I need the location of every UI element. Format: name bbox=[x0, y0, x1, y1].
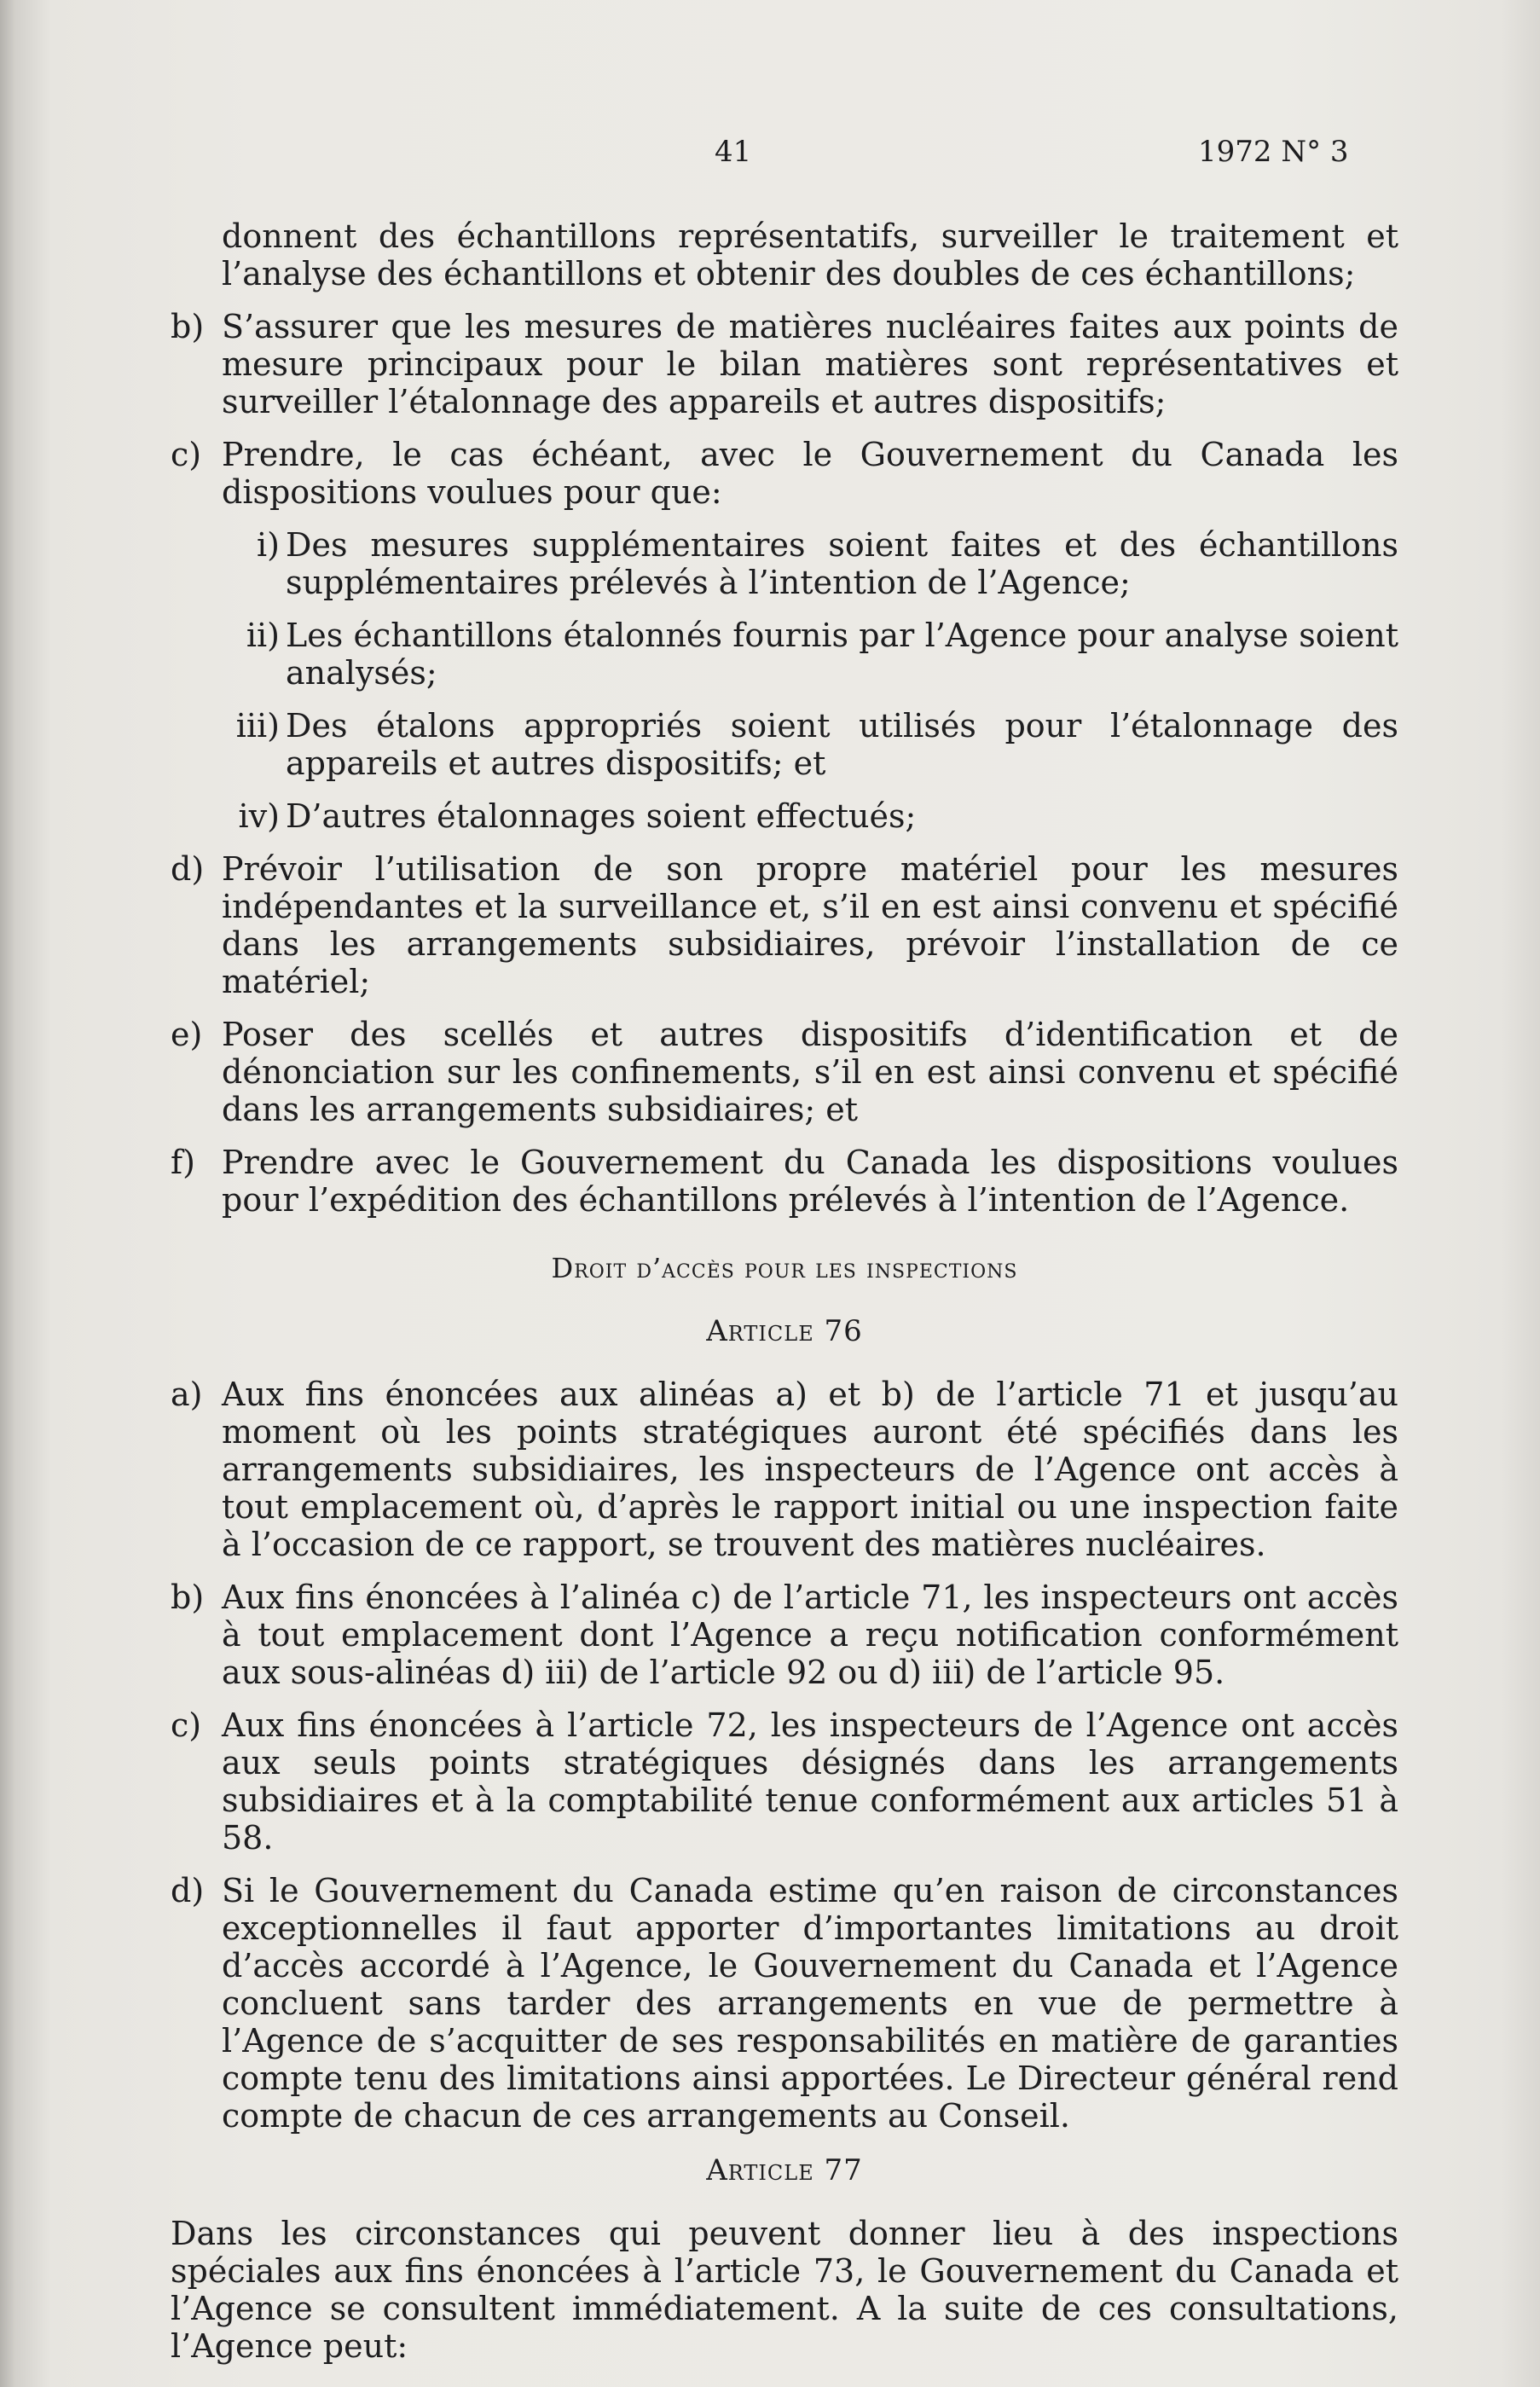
item-label: d) bbox=[171, 850, 205, 888]
continuation-paragraph bbox=[171, 217, 1398, 293]
sub-list-item bbox=[171, 797, 1398, 835]
article-77-intro: Dans les circonstances qui peuvent donner lieu à des inspections spéciales aux fins énoncées à l’article 73, le Gouvernement du Canada et l’Agence se consultent immédiatement. A la suite de ces consultations, l’Agence peut: bbox=[171, 2215, 1398, 2365]
item-text: Des étalons appropriés soient utilisés pour l’étalonnage des appareils et autres dispositifs; et bbox=[286, 707, 1398, 782]
item-label: f) bbox=[171, 1144, 195, 1181]
item-label: e) bbox=[171, 1016, 203, 1053]
item-label: iii) bbox=[235, 707, 280, 744]
sub-list-item bbox=[171, 707, 1398, 782]
item-text: Prévoir l’utilisation de son propre matériel pour les mesures indépendantes et la surveillance et, s’il en est ainsi convenu et spécifié dans les arrangements subsidiaires, prévoir l’installation de ce matériel; bbox=[222, 850, 1398, 1000]
list-item bbox=[171, 1016, 1398, 1128]
item-label: c) bbox=[171, 436, 202, 473]
item-text: Prendre avec le Gouvernement du Canada les dispositions voulues pour l’expédition des échantillons prélevés à l’intention de l’Agence. bbox=[222, 1144, 1398, 1219]
item-label: c) bbox=[171, 1706, 202, 1744]
item-text: Aux fins énoncées aux alinéas a) et b) de l’article 71 et jusqu’au moment où les points stratégiques auront été spécifiés dans les arrangements subsidiaires, les inspecteurs de l’Agence ont accès à tout emplacement où, d’après le rapport initial ou une inspection faite à l’occasion de ce rapport, se trouvent des matières nucléaires. bbox=[222, 1376, 1398, 1563]
list-item bbox=[171, 1706, 1398, 1857]
item-text: D’autres étalonnages soient effectués; bbox=[286, 797, 917, 835]
page-header bbox=[0, 135, 1540, 186]
section-heading: Droit d’accès pour les inspections bbox=[551, 1252, 1018, 1284]
list-item bbox=[171, 308, 1398, 420]
item-text: Poser des scellés et autres dispositifs d’identification et de dénonciation sur les confinements, s’il en est ainsi convenu et spécifié dans les arrangements subsidiaires; et bbox=[222, 1016, 1398, 1128]
item-text: Les échantillons étalonnés fournis par l’Agence pour analyse soient analysés; bbox=[286, 617, 1398, 692]
item-text: Des mesures supplémentaires soient faites et des échantillons supplémentaires prélevés à l’intention de l’Agence; bbox=[286, 526, 1398, 601]
paragraph-text: donnent des échantillons représentatifs, surveiller le traitement et l’analyse des échantillons et obtenir des doubles de ces échantillons; bbox=[222, 217, 1398, 293]
item-text: Aux fins énoncées à l’alinéa c) de l’article 71, les inspecteurs ont accès à tout emplacement dont l’Agence a reçu notification conformément aux sous-alinéas d) iii) de l’article 92 ou d) iii) de l’article 95. bbox=[222, 1579, 1398, 1691]
item-label: d) bbox=[171, 1872, 205, 1909]
year-issue: 1972 N° 3 bbox=[1198, 135, 1349, 169]
article-76-title: Article 76 bbox=[706, 1314, 863, 1348]
item-label: b) bbox=[171, 1579, 205, 1616]
item-label: ii) bbox=[246, 617, 280, 654]
item-label: a) bbox=[171, 1376, 203, 1413]
list-item bbox=[171, 1872, 1398, 2135]
item-label: b) bbox=[171, 308, 205, 345]
document-body bbox=[171, 217, 1398, 2380]
list-item bbox=[171, 436, 1398, 511]
list-item bbox=[171, 1144, 1398, 1219]
item-text: Si le Gouvernement du Canada estime qu’en raison de circonstances exceptionnelles il faut apporter d’importantes limitations au droit d’accès accordé à l’Agence, le Gouvernement du Canada et l’Agence concluent sans tarder des arrangements en vue de permettre à l’Agence de s’acquitter de ses responsabilités en matière de garanties compte tenu des limitations ainsi apportées. Le Directeur général rend compte de chacun de ces arrangements au Conseil. bbox=[222, 1872, 1398, 2135]
item-label: iv) bbox=[238, 797, 280, 835]
item-label: i) bbox=[257, 526, 280, 564]
item-text: Prendre, le cas échéant, avec le Gouvernement du Canada les dispositions voulues pour que: bbox=[222, 436, 1398, 511]
sub-list-item bbox=[171, 526, 1398, 601]
sub-list-item bbox=[171, 617, 1398, 692]
item-text: S’assurer que les mesures de matières nucléaires faites aux points de mesure principaux pour le bilan matières sont représentatives et surveiller l’étalonnage des appareils et autres dispositifs; bbox=[222, 308, 1398, 420]
page-number: 41 bbox=[715, 135, 752, 169]
list-item bbox=[171, 850, 1398, 1000]
list-item bbox=[171, 1579, 1398, 1691]
list-item bbox=[171, 1376, 1398, 1563]
article-77-title: Article 77 bbox=[706, 2153, 863, 2187]
item-text: Aux fins énoncées à l’article 72, les inspecteurs de l’Agence ont accès aux seuls points stratégiques désignés dans les arrangements subsidiaires et à la comptabilité tenue conformément aux articles 51 à 58. bbox=[222, 1706, 1398, 1857]
